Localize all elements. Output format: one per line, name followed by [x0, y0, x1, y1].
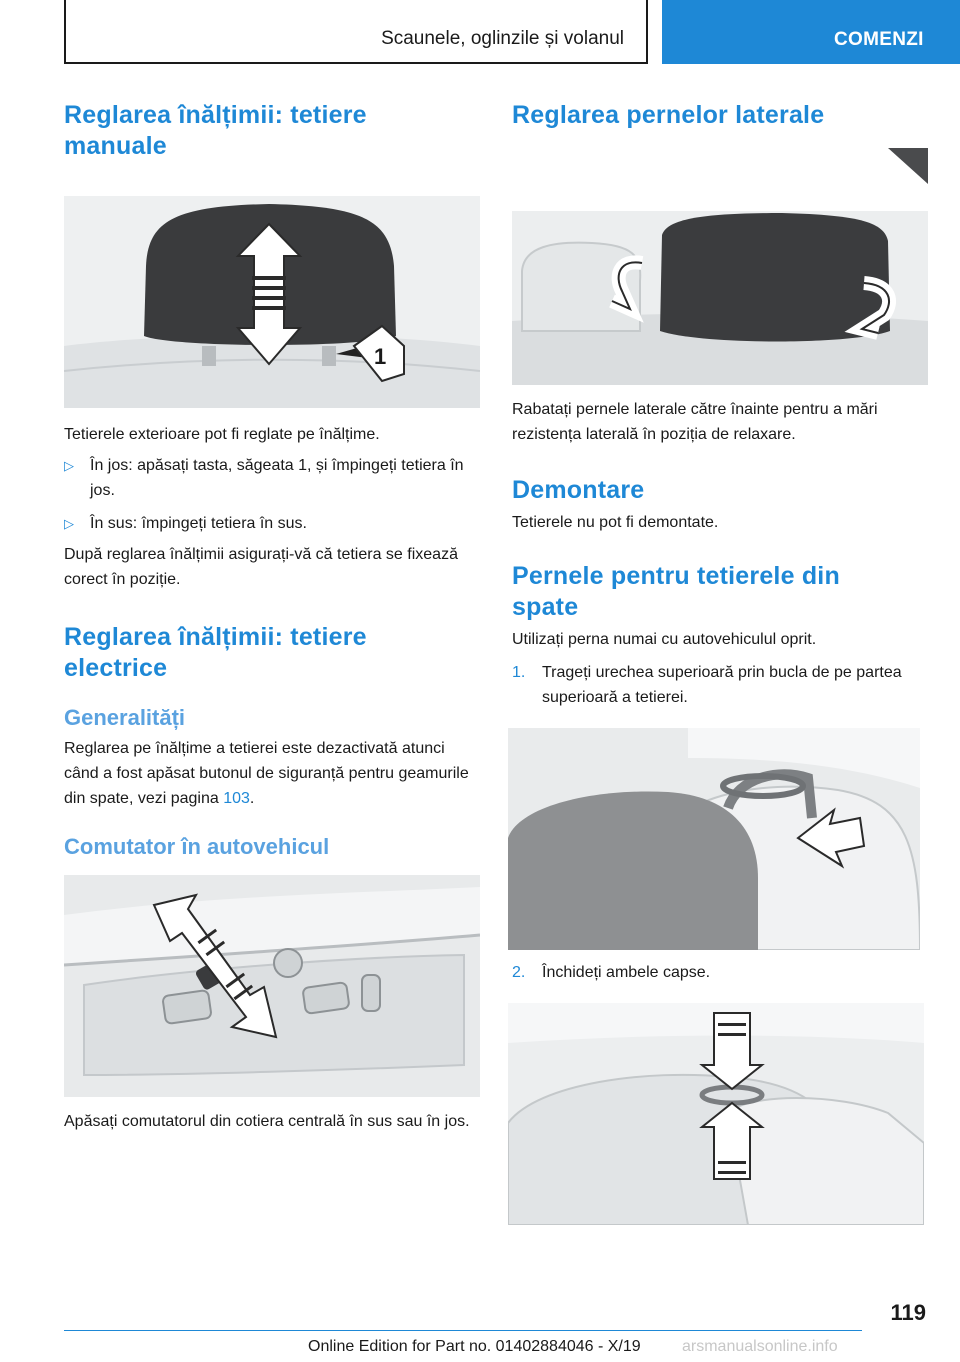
- manual-headrest-illustration: [64, 196, 480, 408]
- left-column: [64, 100, 480, 1134]
- heading-general: Generalități: [64, 705, 186, 730]
- switch-text: Apăsați comutatorul din cotiera centrală în sus sau în jos.: [64, 1113, 470, 1130]
- heading-pillows: Pernele pentru tetierele din spate: [512, 562, 840, 621]
- page-link-103[interactable]: 103: [223, 790, 250, 807]
- footer-divider: [64, 1330, 862, 1331]
- header-chapter-tab[interactable]: COMENZI: [662, 0, 960, 64]
- bullet-text-down: În jos: apăsați tasta, săgeata 1, și împingeți tetiera în jos.: [90, 457, 464, 499]
- manual-after-text: După reglarea înălțimii asigurați-vă că tetiera se fixează corect în poziție.: [64, 546, 458, 588]
- heading-electric-headrests: Reglarea înălțimii: tetiere electrice: [64, 623, 367, 682]
- callout-1-label: 1: [374, 344, 387, 369]
- heading-manual-headrests: Reglarea înălțimii: tetiere manuale: [64, 101, 367, 160]
- header-section-title: Scaunele, oglinzile și volanul: [381, 28, 624, 49]
- side-cushions-illustration: [512, 211, 928, 385]
- step-text: Trageți urechea superioară prin bucla de pe partea superioară a tetierei.: [542, 664, 902, 706]
- removal-text: Tetierele nu pot fi demontate.: [512, 514, 719, 531]
- step-text: Închideți ambele capse.: [542, 964, 711, 981]
- page-number: 119: [890, 1300, 926, 1325]
- bullet-item: [64, 511, 480, 536]
- pillow-strap-illustration: [508, 728, 920, 950]
- heading-switch: Comutator în autovehicul: [64, 834, 330, 859]
- manual-intro-text: Tetierele exterioare pot fi reglate pe înălțime.: [64, 426, 380, 443]
- bullet-item: [64, 453, 480, 503]
- heading-side-cushions: Reglarea pernelor laterale: [512, 101, 825, 129]
- side-cushions-text: Rabatați pernele laterale către înainte pentru a mări rezistența laterală în poziția de relaxare.: [512, 401, 878, 443]
- step-number: 1.: [512, 664, 526, 681]
- step-number: 2.: [512, 964, 526, 981]
- header-box: [64, 0, 648, 64]
- pillow-clasp-illustration: [508, 1003, 924, 1225]
- footer-watermark: arsmanualsonline.info: [682, 1338, 838, 1355]
- pillows-text: Utilizați perna numai cu autovehiculul oprit.: [512, 631, 817, 648]
- bullet-triangle-icon: ▷: [64, 458, 74, 473]
- footer-edition-text: Online Edition for Part no. 01402884046 - X/19: [308, 1338, 641, 1355]
- right-column: [512, 100, 928, 1225]
- heading-removal: Demontare: [512, 476, 645, 504]
- switch-illustration: [64, 875, 480, 1097]
- bullet-text-up: În sus: împingeți tetiera în sus.: [90, 515, 307, 532]
- step-item: [512, 660, 928, 710]
- bullet-triangle-icon: ▷: [64, 516, 74, 531]
- step-item: [512, 960, 928, 985]
- corner-mark-icon: [888, 148, 928, 188]
- general-text: Reglarea pe înălțime a tetierei este dezactivată atunci când a fost apăsat butonul de siguranță pentru geamurile din spate, vezi pagina 103.: [64, 740, 469, 807]
